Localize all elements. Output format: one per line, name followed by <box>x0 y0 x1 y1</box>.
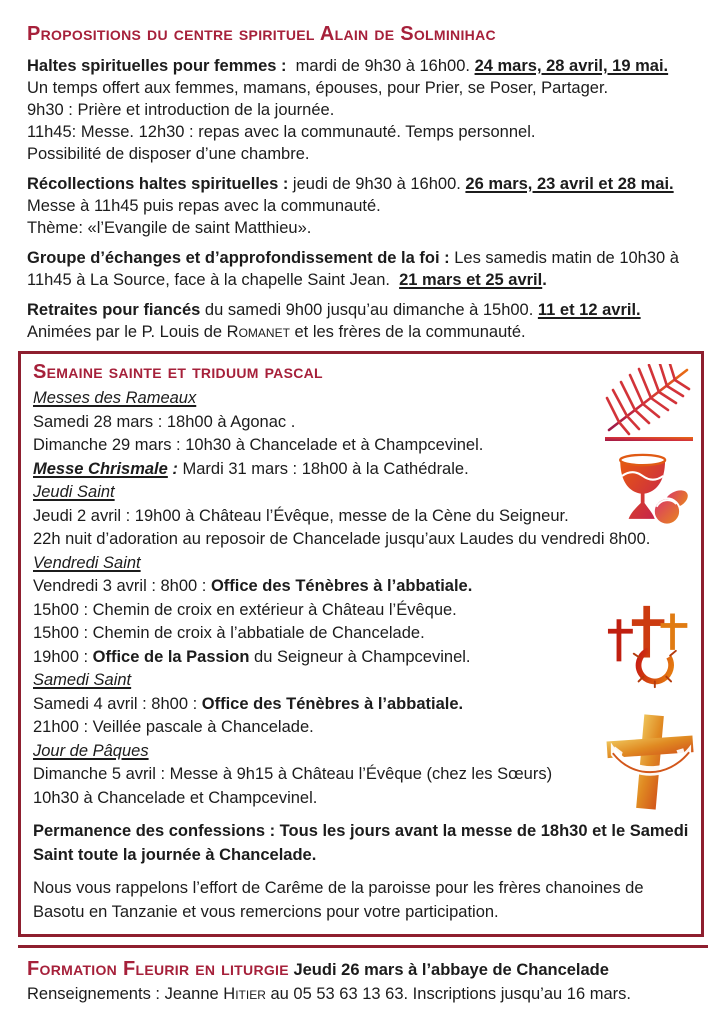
text-run: Vendredi Saint <box>33 553 141 572</box>
schedule-line <box>33 434 691 458</box>
three-crosses-crown-of-thorns-image <box>607 602 695 692</box>
schedule-line <box>33 622 691 646</box>
text-run: Vendredi 3 avril : 8h00 : <box>33 577 211 595</box>
text-run: Haltes spirituelles pour femmes : <box>27 57 287 75</box>
schedule-line <box>33 387 691 411</box>
paragraph-line <box>27 173 700 195</box>
schedule-line <box>33 740 691 764</box>
formation-heading-line <box>27 957 700 982</box>
paragraph-line <box>33 844 691 868</box>
holy-week-box <box>18 351 704 937</box>
text-run: Office des Ténèbres à l’abbatiale. <box>210 577 473 595</box>
schedule-line <box>33 552 691 576</box>
text-run: Dimanche 29 mars : 10h30 à Chancelade et à Champcevinel. <box>33 436 484 454</box>
schedule-line <box>33 458 691 482</box>
text-run: au 05 53 63 13 63. Inscriptions jusqu’au 16 mars. <box>265 985 631 1003</box>
text-run: Renseignements : Jeanne <box>27 985 224 1003</box>
text-run: Récollections haltes spirituelles : <box>27 175 289 193</box>
text-run: Jeudi 2 avril : 19h00 à Château l’Évêque, messe de la Cène du Seigneur. <box>33 506 569 525</box>
paragraph-line <box>27 77 700 99</box>
paragraph-retraites-fiances <box>27 299 700 343</box>
text-run: Groupe d’échanges et d’approfondissement de la foi : <box>27 249 450 267</box>
text-run: Office de la Passion <box>92 647 250 666</box>
paragraph-line <box>33 877 691 901</box>
text-run: 15h00 : Chemin de croix en extérieur à Château l’Évêque. <box>33 600 457 619</box>
text-run: 15h00 : Chemin de croix à l’abbatiale de Chancelade. <box>33 624 425 642</box>
text-run: 22h nuit d’adoration au reposoir de Chancelade jusqu’aux Laudes du vendredi 8h00. <box>33 530 651 548</box>
paragraph-permanence-confessions <box>33 820 691 867</box>
schedule-line <box>33 716 691 740</box>
text-run: Messe Chrismale <box>33 459 168 478</box>
text-run: jeudi de 9h30 à 16h00. <box>288 175 466 193</box>
text-run: 26 mars, 23 avril et 28 mai. <box>465 175 674 193</box>
text-run: 19h00 : <box>33 647 93 666</box>
text-run: Un temps offert aux femmes, mamans, épouses, pour Prier, se Poser, Partager. <box>27 79 609 97</box>
text-run: du samedi 9h00 jusqu’au dimanche à 15h00. <box>200 301 538 319</box>
paragraph-line <box>27 99 700 121</box>
formation-contact-line <box>27 982 700 1006</box>
separator-rule <box>18 945 708 948</box>
paragraph-line <box>27 195 700 217</box>
text-run: Nous vous rappelons l’effort de Carême de la paroisse pour les frères chanoines de <box>33 879 644 897</box>
text-run: : <box>167 459 178 478</box>
paragraph-line <box>27 321 700 343</box>
text-run: 9h30 : Prière et introduction de la journée. <box>27 101 335 119</box>
paragraph-line <box>33 901 691 925</box>
schedule-line <box>33 693 691 717</box>
paragraph-line <box>27 247 700 269</box>
text-run: mardi de 9h30 à 16h00. <box>286 57 475 75</box>
text-run: 11 et 12 avril. <box>537 301 641 319</box>
text-run: du Seigneur à Champcevinel. <box>249 647 471 666</box>
schedule-line <box>33 646 691 670</box>
text-run: Samedi 28 mars : 18h00 à Agonac . <box>33 412 296 431</box>
schedule-line <box>33 787 691 811</box>
text-run: 21h00 : Veillée pascale à Chancelade. <box>33 718 314 736</box>
paragraph-line <box>27 121 700 143</box>
text-run: Messes des Rameaux <box>33 389 197 407</box>
text-run: Possibilité de disposer d’une chambre. <box>27 145 310 163</box>
top-section-heading: Propositions du centre spirituel Alain de Solminihac <box>27 23 496 45</box>
text-run: Mardi 31 mars : 18h00 à la Cathédrale. <box>177 459 469 478</box>
schedule-line <box>33 669 691 693</box>
text-run: Permanence des confessions : Tous les jours avant la messe de 18h30 et le Samedi <box>33 822 689 840</box>
palm-branch-image <box>603 364 695 442</box>
text-run: Dimanche 5 avril : Messe à 9h15 à Château l’Évêque (chez les Sœurs) <box>33 765 553 783</box>
text-run: Jeudi 26 mars à l’abbaye de Chancelade <box>288 961 609 979</box>
text-run: Jour de Pâques <box>33 741 149 760</box>
cross-with-shroud-image <box>605 712 695 812</box>
text-run: . <box>542 271 547 289</box>
paragraph-careme-reminder <box>33 877 691 924</box>
text-run: Office des Ténèbres à l’abbatiale. <box>201 694 464 713</box>
chalice-and-bread-image <box>609 448 695 530</box>
schedule-line <box>33 505 691 529</box>
paragraph-line <box>27 55 700 77</box>
text-run: Formation Fleurir en liturgie <box>27 958 289 980</box>
text-run: Romanet <box>226 323 290 341</box>
paragraph-groupe-echanges <box>27 247 700 291</box>
text-run: Thème: «l’Evangile de saint Matthieu». <box>27 219 312 237</box>
schedule-line <box>33 528 691 552</box>
text-run: Basotu en Tanzanie et vous remercions pour votre participation. <box>33 902 499 921</box>
text-run: Animées par le P. Louis de <box>27 323 227 341</box>
text-run: et les frères de la communauté. <box>289 323 526 341</box>
schedule-line <box>33 411 691 435</box>
schedule-line <box>33 575 691 599</box>
text-run: Samedi 4 avril : 8h00 : <box>33 694 202 713</box>
paragraph-haltes-spirituelles <box>27 55 700 165</box>
paragraph-recollections <box>27 173 700 239</box>
schedule-line <box>33 763 691 787</box>
holy-week-heading: Semaine sainte et triduum pascal <box>33 361 323 383</box>
paragraph-line <box>27 269 700 291</box>
schedule-line <box>33 481 691 505</box>
text-run: 21 mars et 25 avril <box>399 271 543 289</box>
text-run: 11h45 à La Source, face à la chapelle Saint Jean. <box>27 271 400 289</box>
text-run: Messe à 11h45 puis repas avec la communauté. <box>27 197 381 215</box>
text-run: Hitier <box>223 985 266 1003</box>
text-run: Saint toute la journée à Chancelade. <box>33 845 317 864</box>
paragraph-line <box>27 299 700 321</box>
text-run: Retraites pour fiancés <box>27 301 201 319</box>
paragraph-line <box>27 143 700 165</box>
text-run: 24 mars, 28 avril, 19 mai. <box>474 57 669 75</box>
paragraph-line <box>27 217 700 239</box>
schedule-line <box>33 599 691 623</box>
text-run: 11h45: Messe. 12h30 : repas avec la communauté. Temps personnel. <box>27 123 536 141</box>
paragraph-line <box>33 820 691 844</box>
text-run: Jeudi Saint <box>33 483 115 501</box>
text-run: Samedi Saint <box>33 671 132 689</box>
text-run: 10h30 à Chancelade et Champcevinel. <box>33 788 318 807</box>
text-run: Les samedis matin de 10h30 à <box>449 249 679 267</box>
